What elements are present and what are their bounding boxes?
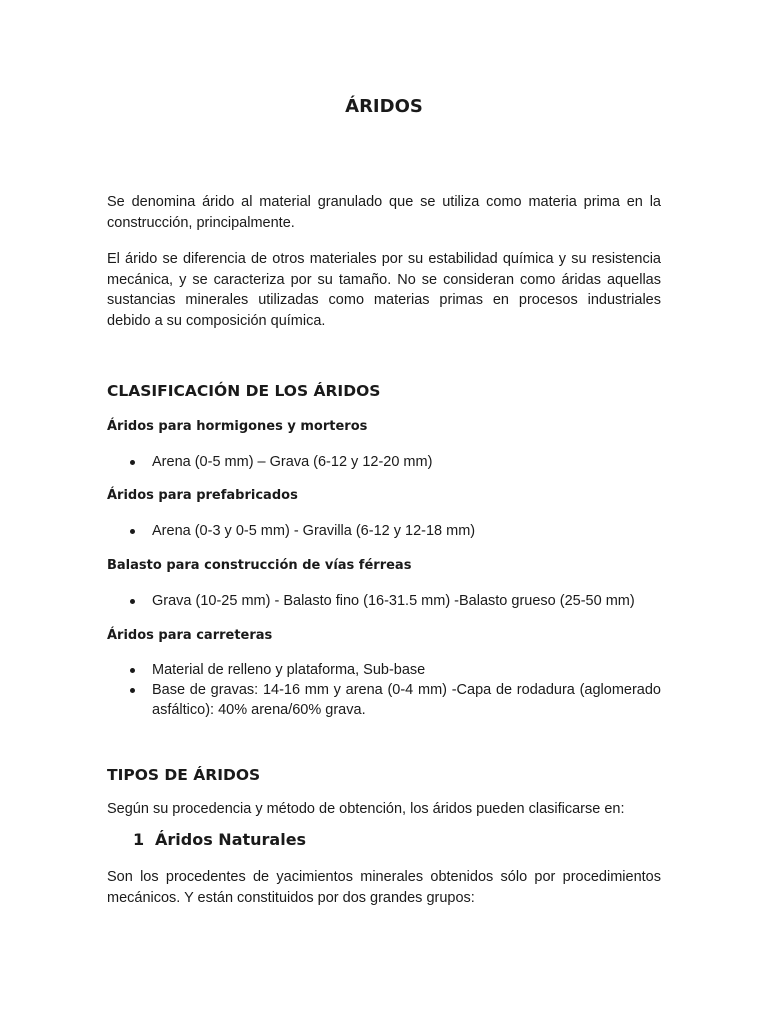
bullet-list-prefabricados [107, 521, 661, 541]
subsection-heading-naturales [133, 830, 306, 849]
list-item: Grava (10-25 mm) - Balasto fino (16-31.5 mm) -Balasto grueso (25-50 mm) [107, 591, 661, 611]
list-item: Base de gravas: 14-16 mm y arena (0-4 mm) -Capa de rodadura (aglomerado asfáltico): 40% arena/60% grava. [107, 680, 661, 720]
bullet-list-carreteras [107, 660, 661, 720]
types-heading: TIPOS DE ÁRIDOS [107, 766, 261, 784]
classification-heading: CLASIFICACIÓN DE LOS ÁRIDOS [107, 382, 381, 400]
intro-paragraph-1: Se denomina árido al material granulado que se utiliza como materia prima en la construcción, principalmente. [107, 194, 661, 231]
group-heading-prefabricados: Áridos para prefabricados [107, 488, 298, 503]
document-title: ÁRIDOS [345, 96, 423, 117]
bullet-icon [130, 599, 135, 604]
group-heading-balasto: Balasto para construcción de vías férreas [107, 558, 412, 573]
subsection-title: Áridos Naturales [155, 830, 307, 849]
list-item: Arena (0-3 y 0-5 mm) - Gravilla (6-12 y 12-18 mm) [107, 521, 661, 541]
group-heading-carreteras: Áridos para carreteras [107, 628, 273, 643]
bullet-list-balasto [107, 591, 661, 611]
list-item: Arena (0-5 mm) – Grava (6-12 y 12-20 mm) [107, 452, 661, 472]
bullet-icon [130, 529, 135, 534]
list-item: Material de relleno y plataforma, Sub-base [107, 660, 661, 680]
bullet-list-hormigones [107, 452, 661, 472]
bullet-icon [130, 668, 135, 673]
bullet-icon [130, 688, 135, 693]
group-heading-hormigones: Áridos para hormigones y morteros [107, 419, 368, 434]
types-intro: Según su procedencia y método de obtención, los áridos pueden clasificarse en: [107, 801, 625, 817]
naturales-paragraph: Son los procedentes de yacimientos minerales obtenidos sólo por procedimientos mecánicos. Y están constituidos por dos grandes grupos: [107, 869, 661, 906]
subsection-number: 1 [133, 830, 145, 849]
document-page [107, 0, 661, 1024]
intro-paragraph-2: El árido se diferencia de otros materiales por su estabilidad química y su resistencia mecánica, y se caracteriza por su tamaño. No se consideran como áridas aquellas sustancias minerales utilizadas como materias primas en procesos industriales debido a su composición química. [107, 251, 661, 329]
bullet-icon [130, 460, 135, 465]
